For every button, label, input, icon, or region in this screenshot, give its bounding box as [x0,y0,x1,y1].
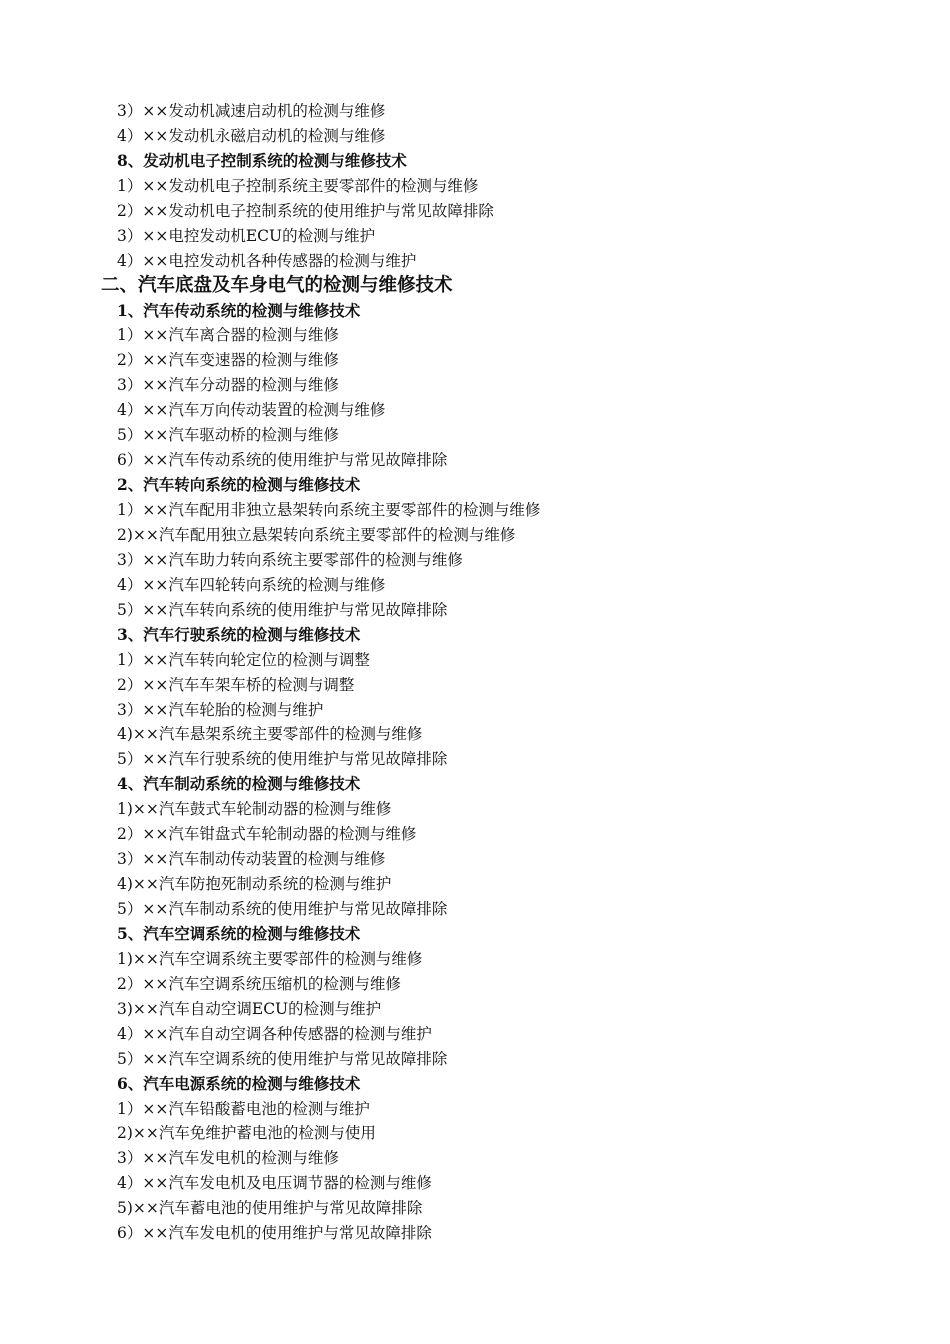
list-item: 3)××汽车自动空调ECU的检测与维护 [117,999,382,1018]
list-item: 6）××汽车传动系统的使用维护与常见故障排除 [117,451,448,470]
list-item: 5）××汽车转向系统的使用维护与常见故障排除 [117,600,448,619]
list-item: 1)××汽车空调系统主要零部件的检测与维修 [117,949,423,968]
list-item: 1）××汽车转向轮定位的检测与调整 [117,650,370,669]
list-item: 1)××汽车鼓式车轮制动器的检测与维修 [117,800,392,819]
list-item: 2）××汽车空调系统压缩机的检测与维修 [117,974,401,993]
list-item: 4）××电控发动机各种传感器的检测与维护 [117,251,417,270]
list-item: 5）××汽车制动系统的使用维护与常见故障排除 [117,900,448,918]
list-item: 4）××发动机永磁启动机的检测与维修 [117,126,386,145]
subsection-heading: 4、汽车制动系统的检测与维修技术 [117,774,361,794]
list-item: 5)××汽车蓄电池的使用维护与常见故障排除 [117,1199,423,1218]
subsection-heading: 2、汽车转向系统的检测与维修技术 [117,475,361,495]
list-item: 2)××汽车免维护蓄电池的检测与使用 [117,1124,376,1143]
list-item: 2)××汽车配用独立悬架转向系统主要零部件的检测与维修 [117,525,516,544]
subsection-heading: 1、汽车传动系统的检测与维修技术 [117,300,361,320]
list-item: 1）××汽车离合器的检测与维修 [117,326,339,345]
list-item: 3）××汽车轮胎的检测与维护 [117,700,324,719]
list-item: 4)××汽车防抱死制动系统的检测与维护 [117,875,392,894]
list-item: 3）××汽车制动传动装置的检测与维修 [117,850,386,869]
subsection-heading: 8、发动机电子控制系统的检测与维修技术 [117,150,407,170]
list-item: 4)××汽车悬架系统主要零部件的检测与维修 [117,725,423,744]
list-item: 4）××汽车自动空调各种传感器的检测与维护 [117,1024,432,1043]
list-item: 4）××汽车发电机及电压调节器的检测与维修 [117,1174,432,1193]
list-item: 1）××发动机电子控制系统主要零部件的检测与维修 [117,176,479,195]
subsection-heading: 3、汽车行驶系统的检测与维修技术 [117,624,361,644]
list-item: 6）××汽车发电机的使用维护与常见故障排除 [117,1224,432,1243]
list-item: 3）××电控发动机ECU的检测与维护 [117,226,376,245]
list-item: 2）××汽车变速器的检测与维修 [117,351,339,370]
list-item: 4）××汽车万向传动装置的检测与维修 [117,401,386,420]
subsection-heading: 5、汽车空调系统的检测与维修技术 [117,923,361,943]
list-item: 4）××汽车四轮转向系统的检测与维修 [117,575,386,594]
list-item: 1）××汽车铅酸蓄电池的检测与维护 [117,1099,370,1118]
list-item: 3）××汽车助力转向系统主要零部件的检测与维修 [117,550,463,569]
list-item: 3）××汽车分动器的检测与维修 [117,376,339,395]
list-item: 2）××汽车钳盘式车轮制动器的检测与维修 [117,825,417,844]
list-item: 5）××汽车驱动桥的检测与维修 [117,426,339,445]
document-body [0,99,950,1246]
list-item: 3）××发动机减速启动机的检测与维修 [117,102,386,120]
list-item: 2）××发动机电子控制系统的使用维护与常见故障排除 [117,201,494,220]
list-item: 5）××汽车行驶系统的使用维护与常见故障排除 [117,750,448,769]
subsection-heading: 6、汽车电源系统的检测与维修技术 [117,1073,361,1093]
section-heading: 二、汽车底盘及车身电气的检测与维修技术 [101,274,453,296]
list-item: 5）××汽车空调系统的使用维护与常见故障排除 [117,1049,448,1068]
list-item: 2）××汽车车架车桥的检测与调整 [117,675,355,694]
list-item: 1）××汽车配用非独立悬架转向系统主要零部件的检测与维修 [117,501,541,519]
list-item: 3）××汽车发电机的检测与维修 [117,1149,339,1168]
